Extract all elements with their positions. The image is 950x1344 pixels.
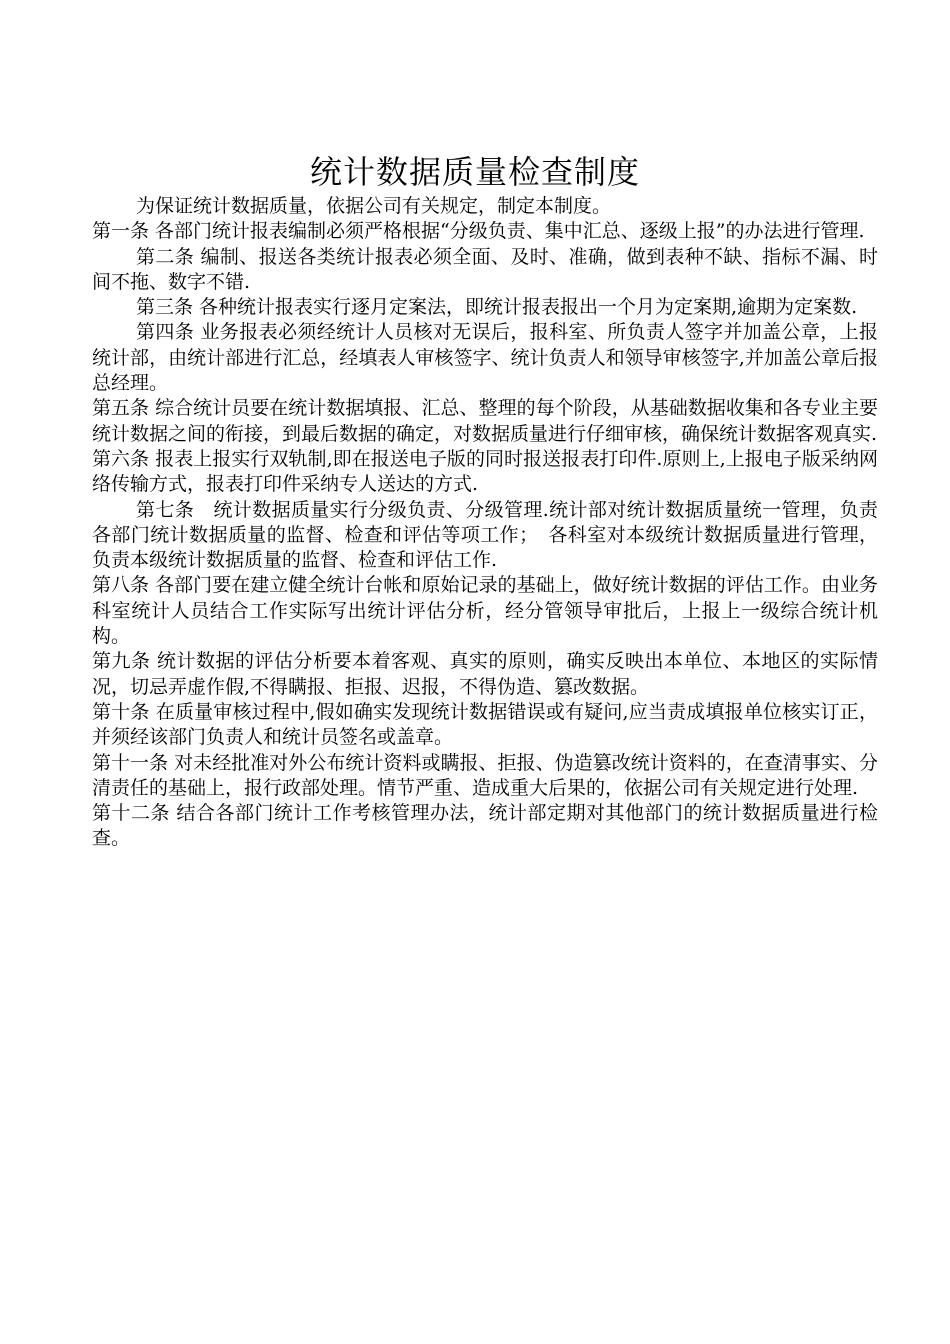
article-10-paragraph: 第十条 在质量审核过程中,假如确实发现统计数据错误或有疑问,应当责成填报单位核实订正，并须经该部门负责人和统计员签名或盖章。 bbox=[92, 700, 878, 749]
article-1-paragraph: 第一条 各部门统计报表编制必须严格根据“分级负责、集中汇总、逐级上报”的办法进行管理. bbox=[92, 220, 865, 243]
article-2-paragraph: 第二条 编制、报送各类统计报表必须全面、及时、准确，做到表种不缺、指标不漏、时间不拖、数字不错. bbox=[92, 245, 878, 293]
article-11-paragraph: 第十一条 对未经批准对外公布统计资料或瞒报、拒报、伪造篡改统计资料的，在查清事实、分清责任的基础上，报行政部处理。情节严重、造成重大后果的，依据公司有关规定进行处理. bbox=[92, 751, 878, 799]
document-title: 统计数据质量检查制度 bbox=[309, 153, 640, 191]
article-5-paragraph: 第五条 综合统计员要在统计数据填报、汇总、整理的每个阶段，从基础数据收集和各专业主要统计数据之间的衔接，到最后数据的确定，对数据质量进行仔细审核，确保统计数据客观真实. bbox=[92, 397, 878, 445]
article-7-paragraph: 第七条 统计数据质量实行分级负责、分级管理.统计部对统计数据质量统一管理，负责各部门统计数据质量的监督、检查和评估等项工作； 各科室对本级统计数据质量进行管理，负责本级统计数据质量的监督、检查和评估工作. bbox=[92, 498, 878, 572]
article-9-paragraph: 第九条 统计数据的评估分析要本着客观、真实的原则，确实反映出本单位、本地区的实际情况，切忌弄虚作假,不得瞒报、拒报、迟报，不得伪造、篡改数据。 bbox=[92, 650, 878, 698]
preamble-paragraph: 为保证统计数据质量，依据公司有关规定，制定本制度。 bbox=[136, 195, 612, 217]
article-12-paragraph: 第十二条 结合各部门统计工作考核管理办法，统计部定期对其他部门的统计数据质量进行检查。 bbox=[92, 802, 878, 850]
article-3-paragraph: 第三条 各种统计报表实行逐月定案法，即统计报表报出一个月为定案期,逾期为定案数. bbox=[136, 296, 858, 319]
article-8-paragraph: 第八条 各部门要在建立健全统计台帐和原始记录的基础上，做好统计数据的评估工作。由业务科室统计人员结合工作实际写出统计评估分析，经分管领导审批后，上报上一级综合统计机构。 bbox=[92, 574, 878, 648]
document-body bbox=[92, 194, 878, 852]
article-6-paragraph: 第六条 报表上报实行双轨制,即在报送电子版的同时报送报表打印件.原则上,上报电子版采纳网络传输方式，报表打印件采纳专人送达的方式. bbox=[92, 447, 878, 496]
article-4-paragraph: 第四条 业务报表必须经统计人员核对无误后，报科室、所负责人签字并加盖公章，上报统计部，由统计部进行汇总，经填表人审核签字、统计负责人和领导审核签字,并加盖公章后报总经理。 bbox=[92, 321, 878, 395]
